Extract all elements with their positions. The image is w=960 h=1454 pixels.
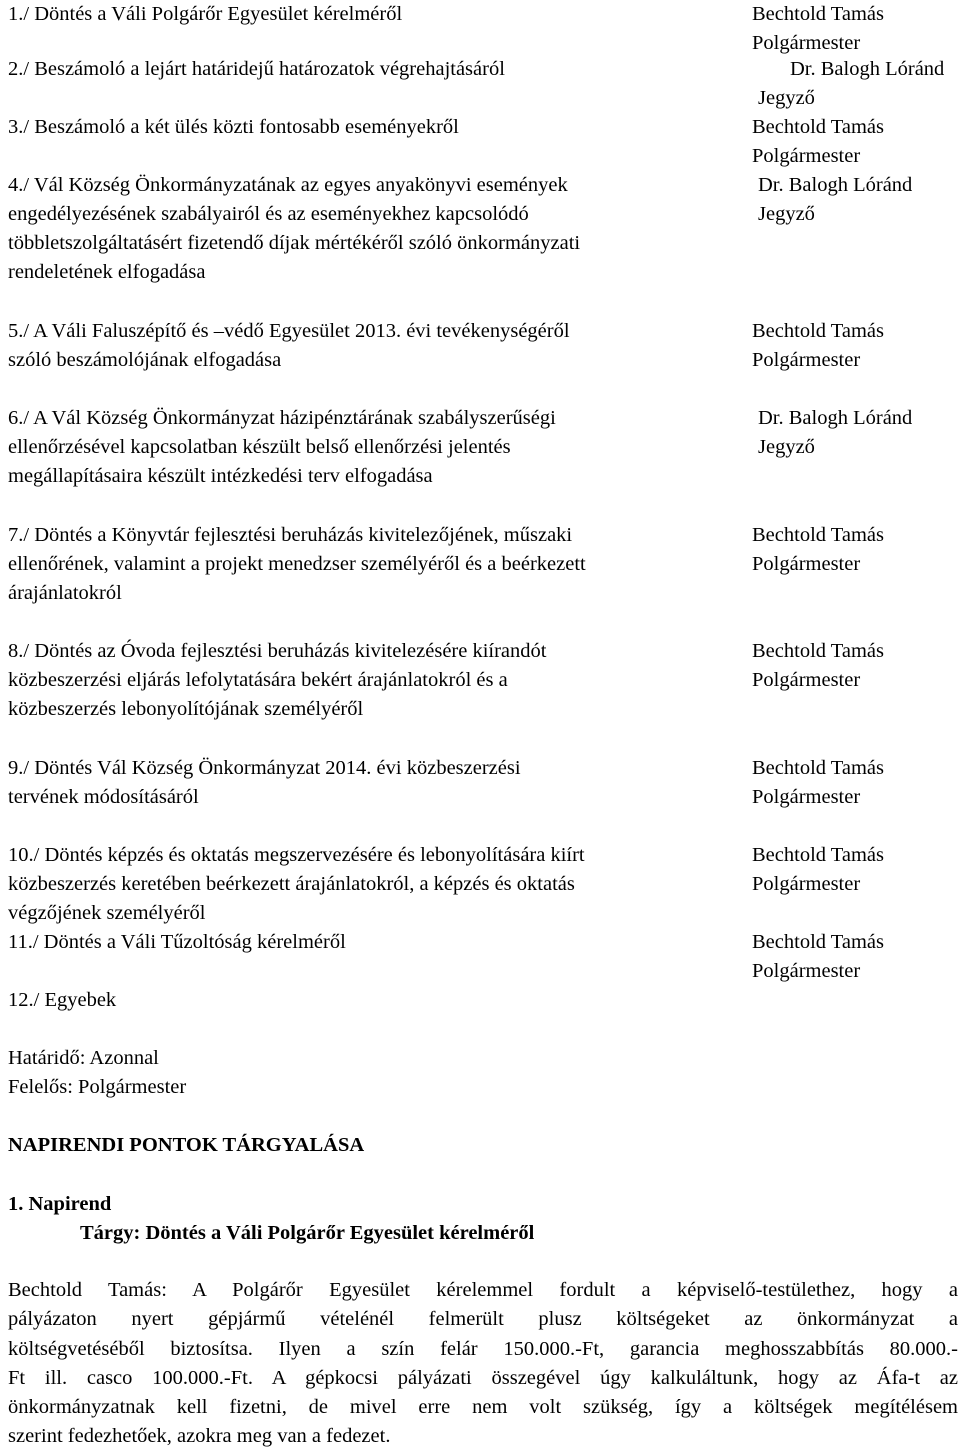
responsible-role: Polgármester <box>752 145 861 167</box>
subject-line: Tárgy: Döntés a Váli Polgárőr Egyesület kérelméről <box>80 1222 535 1244</box>
agenda-responsible <box>752 317 960 375</box>
responsible-name: Dr. Balogh Lóránd <box>790 58 945 80</box>
agenda-line: 2./ Beszámoló a lejárt határidejű határozatok végrehajtásáról <box>8 58 505 80</box>
agenda-line: végzőjének személyéről <box>8 902 206 924</box>
agenda-item-text <box>8 55 738 84</box>
responsible-role: Jegyző <box>758 87 815 109</box>
agenda-line: közbeszerzés keretében beérkezett árajánlatokról, a képzés és oktatás <box>8 873 575 895</box>
paragraph-line: Ft ill. casco 100.000.-Ft. A gépkocsi pályázati összegével úgy kalkuláltunk, hogy az Áfa-t az <box>8 1366 958 1389</box>
responsible-name: Bechtold Tamás <box>752 640 884 662</box>
agenda-item-text <box>8 637 738 724</box>
responsible-name: Bechtold Tamás <box>752 320 884 342</box>
agenda-item-text <box>8 113 738 142</box>
responsible-role: Polgármester <box>752 873 861 895</box>
agenda-responsible <box>752 637 960 695</box>
agenda-responsible <box>752 113 960 171</box>
paragraph-line: szerint fedezhetőek, azokra meg van a fedezet. <box>8 1425 391 1448</box>
responsible-role: Polgármester <box>752 553 861 575</box>
deadline-text: Határidő: Azonnal <box>8 1047 159 1069</box>
agenda-responsible <box>752 841 960 899</box>
agenda-item-title: 1. Napirend <box>8 1193 112 1215</box>
paragraph-line: Bechtold Tamás: A Polgárőr Egyesület kérelemmel fordult a képviselő-testülethez, hogy a <box>8 1279 958 1301</box>
paragraph-line: költségvetéséből biztosítsa. Ilyen a szín felár 150.000.-Ft, garancia meghosszabbítás 80.000.- <box>8 1337 958 1360</box>
responsible-text: Felelős: Polgármester <box>8 1076 187 1098</box>
responsible-role: Polgármester <box>752 32 861 54</box>
responsible-role: Polgármester <box>752 960 861 982</box>
agenda-line: 4./ Vál Község Önkormányzatának az egyes anyakönyvi események <box>8 174 568 196</box>
agenda-line: 3./ Beszámoló a két ülés közti fontosabb eseményekről <box>8 116 459 138</box>
agenda-responsible <box>752 0 960 58</box>
agenda-responsible <box>758 404 960 462</box>
agenda-responsible <box>758 55 960 113</box>
section-heading: NAPIRENDI PONTOK TÁRGYALÁSA <box>8 1134 365 1156</box>
responsible-role: Jegyző <box>758 203 815 225</box>
agenda-item-text <box>8 171 738 287</box>
responsible-name: Dr. Balogh Lóránd <box>758 407 913 429</box>
paragraph-line: pályázaton nyert gépjármű vételénél felmerült plusz költségeket az önkormányzat a <box>8 1308 958 1331</box>
discussion-paragraph <box>8 1276 958 1452</box>
agenda-line: 12./ Egyebek <box>8 989 117 1011</box>
agenda-line: rendeletének elfogadása <box>8 261 206 283</box>
agenda-responsible <box>752 521 960 579</box>
agenda-line: közbeszerzési eljárás lefolytatására bekért árajánlatokról és a <box>8 669 508 691</box>
agenda-item-text <box>8 521 738 608</box>
agenda-item-text <box>8 0 738 29</box>
agenda-line: többletszolgáltatásért fizetendő díjak mértékéről szóló önkormányzati <box>8 232 581 254</box>
agenda-line: megállapításaira készült intézkedési terv elfogadása <box>8 465 433 487</box>
responsible-name: Bechtold Tamás <box>752 116 884 138</box>
agenda-item-text <box>8 754 738 812</box>
responsible-role: Polgármester <box>752 786 861 808</box>
responsible-name: Bechtold Tamás <box>752 757 884 779</box>
agenda-line: 5./ A Váli Faluszépítő és –védő Egyesület 2013. évi tevékenységéről <box>8 320 570 342</box>
agenda-line: közbeszerzés lebonyolítójának személyéről <box>8 698 364 720</box>
responsible-name: Bechtold Tamás <box>752 524 884 546</box>
agenda-responsible <box>752 928 960 986</box>
agenda-line: engedélyezésének szabályairól és az eseményekhez kapcsolódó <box>8 203 529 225</box>
agenda-item-text <box>8 404 738 491</box>
agenda-line: 9./ Döntés Vál Község Önkormányzat 2014. évi közbeszerzési <box>8 757 521 779</box>
agenda-line: 6./ A Vál Község Önkormányzat házipénztárának szabályszerűségi <box>8 407 556 429</box>
responsible-name: Bechtold Tamás <box>752 3 884 25</box>
responsible-name: Dr. Balogh Lóránd <box>758 174 913 196</box>
agenda-line: ellenőrének, valamint a projekt menedzser személyéről és a beérkezett <box>8 553 586 575</box>
responsible-name: Bechtold Tamás <box>752 931 884 953</box>
agenda-line: árajánlatokról <box>8 582 122 604</box>
agenda-line: 1./ Döntés a Váli Polgárőr Egyesület kérelméről <box>8 3 403 25</box>
agenda-line: szóló beszámolójának elfogadása <box>8 349 282 371</box>
agenda-line: 11./ Döntés a Váli Tűzoltóság kérelméről <box>8 931 346 953</box>
agenda-item-text <box>8 928 738 957</box>
paragraph-line: önkormányzatnak kell fizetni, de mivel erre nem volt szükség, így a költségek megítélésem <box>8 1396 958 1419</box>
responsible-role: Polgármester <box>752 349 861 371</box>
responsible-role: Jegyző <box>758 436 815 458</box>
agenda-line: 8./ Döntés az Óvoda fejlesztési beruházás kivitelezésére kiírandót <box>8 640 547 662</box>
agenda-line: tervének módosításáról <box>8 786 199 808</box>
agenda-responsible <box>758 171 960 229</box>
agenda-item-text <box>8 841 738 928</box>
agenda-line: ellenőrzésével kapcsolatban készült belső ellenőrzési jelentés <box>8 436 511 458</box>
agenda-item-text <box>8 317 738 375</box>
agenda-responsible <box>752 754 960 812</box>
agenda-item-text <box>8 986 738 1015</box>
agenda-line: 10./ Döntés képzés és oktatás megszervezésére és lebonyolítására kiírt <box>8 844 585 866</box>
agenda-line: 7./ Döntés a Könyvtár fejlesztési beruházás kivitelezőjének, műszaki <box>8 524 573 546</box>
responsible-name: Bechtold Tamás <box>752 844 884 866</box>
responsible-role: Polgármester <box>752 669 861 691</box>
